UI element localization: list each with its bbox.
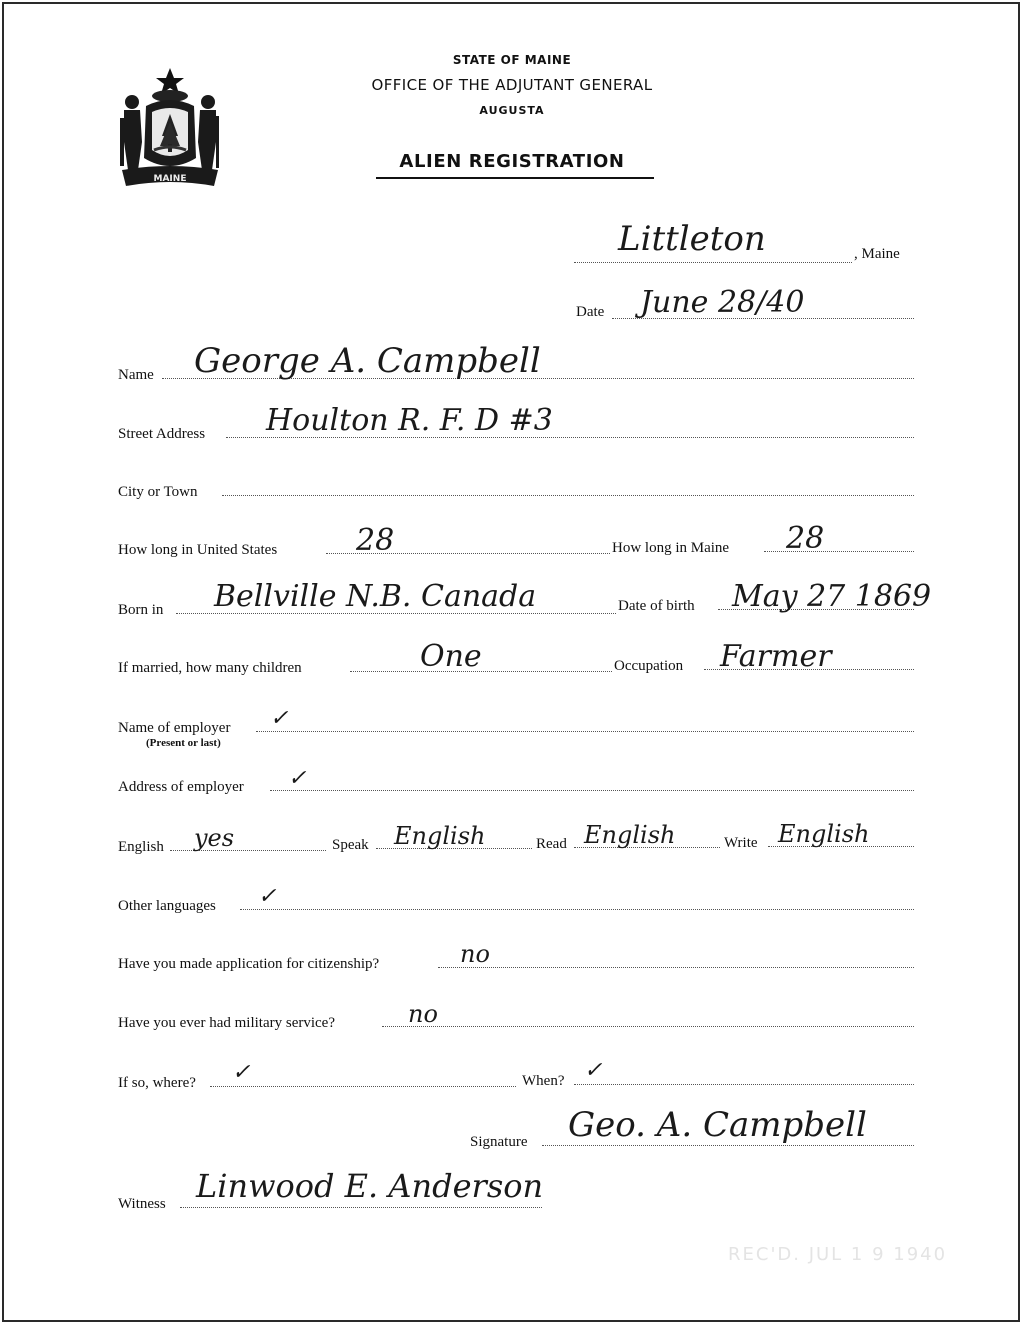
- when-label: When?: [522, 1073, 565, 1089]
- write-value[interactable]: English: [778, 820, 870, 848]
- employer-sublabel: (Present or last): [146, 737, 221, 749]
- military-value[interactable]: no: [408, 1000, 438, 1028]
- citizenship-label: Have you made application for citizenship?: [118, 956, 380, 972]
- name-value[interactable]: George A. Campbell: [194, 341, 541, 381]
- date-label: Date: [576, 304, 605, 320]
- city-heading: AUGUSTA: [479, 104, 545, 117]
- speak-value[interactable]: English: [394, 822, 486, 850]
- witness-line: [180, 1207, 542, 1208]
- witness-label: Witness: [118, 1196, 166, 1212]
- employer-check[interactable]: ✓: [270, 706, 289, 731]
- svg-text:MAINE: MAINE: [153, 174, 187, 184]
- place-suffix: , Maine: [854, 246, 900, 262]
- children-label: If married, how many children: [118, 660, 302, 676]
- when-line: [574, 1084, 914, 1085]
- received-stamp: REC'D. JUL 1 9 1940: [728, 1244, 948, 1265]
- employer-label: Name of employer: [118, 720, 231, 736]
- date-of-birth-value[interactable]: May 27 1869: [732, 579, 932, 614]
- how-long-maine-label: How long in Maine: [612, 540, 730, 556]
- english-label: English: [118, 839, 164, 855]
- office-heading: OFFICE OF THE ADJUTANT GENERAL: [371, 76, 653, 94]
- place-line: [574, 262, 852, 263]
- read-label: Read: [536, 836, 567, 852]
- born-in-value[interactable]: Bellville N.B. Canada: [214, 579, 537, 614]
- employer-address-check[interactable]: ✓: [288, 766, 307, 791]
- street-label: Street Address: [118, 426, 206, 442]
- military-label: Have you ever had military service?: [118, 1015, 335, 1031]
- military-line: [382, 1026, 914, 1027]
- where-check[interactable]: ✓: [232, 1060, 251, 1085]
- occupation-value[interactable]: Farmer: [720, 639, 832, 674]
- citizenship-line: [438, 967, 914, 968]
- name-label: Name: [118, 367, 154, 383]
- city-line: [222, 495, 914, 496]
- how-long-us-value[interactable]: 28: [356, 523, 395, 558]
- speak-label: Speak: [332, 837, 369, 853]
- born-in-label: Born in: [118, 602, 164, 618]
- city-label: City or Town: [118, 484, 198, 500]
- signature-value[interactable]: Geo. A. Campbell: [568, 1105, 867, 1145]
- signature-line: [542, 1145, 914, 1146]
- citizenship-value[interactable]: no: [460, 940, 490, 968]
- form-title: ALIEN REGISTRATION: [399, 151, 625, 172]
- street-value[interactable]: Houlton R. F. D #3: [266, 403, 553, 438]
- write-label: Write: [724, 835, 758, 851]
- witness-value[interactable]: Linwood E. Anderson: [196, 1167, 544, 1205]
- english-value[interactable]: yes: [194, 824, 235, 852]
- title-underline: [376, 177, 654, 179]
- when-check[interactable]: ✓: [584, 1058, 603, 1083]
- signature-label: Signature: [470, 1134, 528, 1150]
- children-value[interactable]: One: [420, 639, 482, 674]
- other-languages-check[interactable]: ✓: [258, 884, 277, 909]
- place-value[interactable]: Littleton: [618, 219, 766, 259]
- date-of-birth-label: Date of birth: [618, 598, 695, 614]
- other-languages-label: Other languages: [118, 898, 216, 914]
- state-heading: STATE OF MAINE: [452, 53, 572, 67]
- where-label: If so, where?: [118, 1075, 196, 1091]
- read-value[interactable]: English: [584, 821, 676, 849]
- how-long-maine-value[interactable]: 28: [786, 521, 825, 556]
- employer-address-label: Address of employer: [118, 779, 244, 795]
- date-value[interactable]: June 28/40: [640, 285, 805, 320]
- how-long-us-label: How long in United States: [118, 542, 278, 558]
- other-languages-line: [240, 909, 914, 910]
- occupation-label: Occupation: [614, 658, 684, 674]
- where-line: [210, 1086, 516, 1087]
- employer-address-line: [270, 790, 914, 791]
- employer-line: [256, 731, 914, 732]
